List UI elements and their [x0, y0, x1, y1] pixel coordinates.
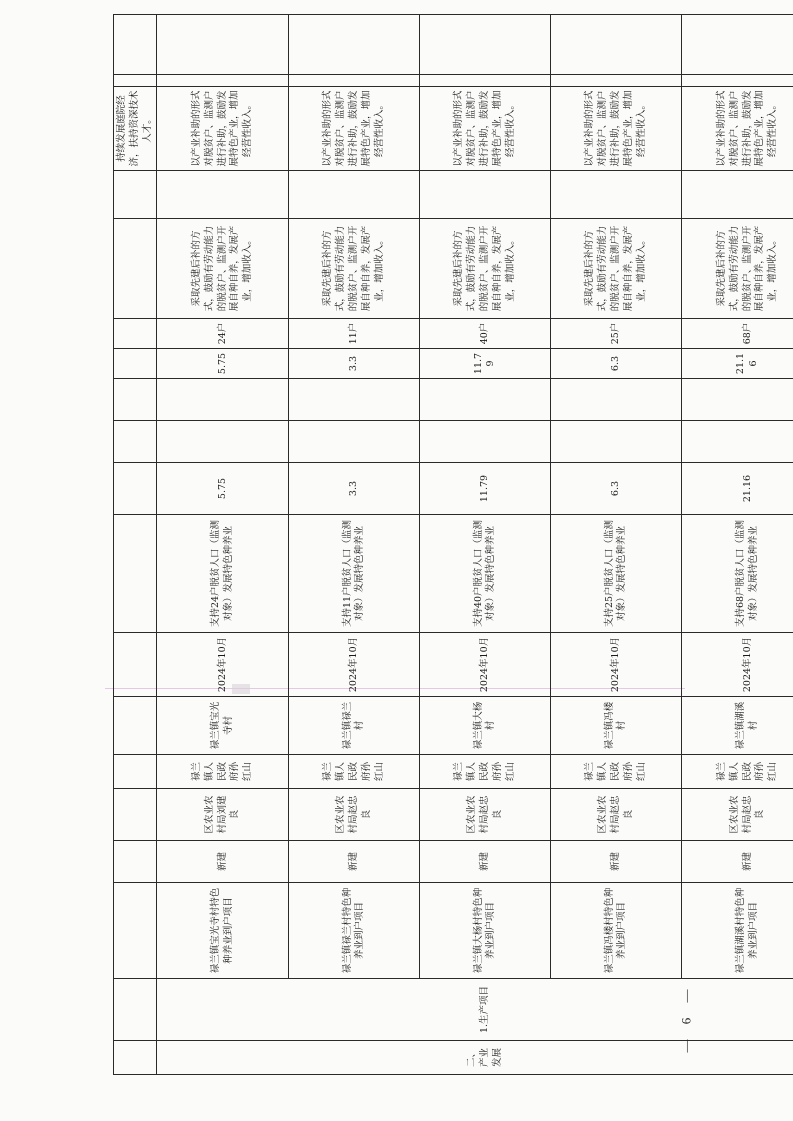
time-cell: 2024年10月 [420, 633, 551, 697]
project-type-cell: 新建 [420, 841, 551, 883]
blank-cell [682, 75, 793, 87]
category-label: 1.生产项目 [157, 979, 793, 1041]
total-fund-cell: 5.75 [157, 463, 289, 515]
blank-cell [157, 379, 289, 421]
mechanism-cell: 采取先建后补的方式，鼓励有劳动能力的脱贫户、监测户开展自种自养，发展产业，增加收入。 [682, 219, 793, 319]
blank-cell [551, 379, 682, 421]
blank-cell [682, 171, 793, 219]
content-cell: 支持11户脱贫人口（监测对象）发展特色种养业 [289, 515, 420, 633]
page-number: — 6 — [678, 983, 694, 1053]
project-name-cell: 禄兰镇禄兰村特色种养业到户项目 [289, 883, 420, 979]
table-row [420, 15, 551, 1075]
location-cell: 禄兰镇大杨村 [420, 697, 551, 755]
mechanism-cell: 采取先建后补的方式，鼓励有劳动能力的脱贫户、监测户开展自种自养，发展产业，增加收入。 [289, 219, 420, 319]
category-cell [114, 979, 157, 1041]
blank-cell [157, 421, 289, 463]
blank-cell [420, 421, 551, 463]
blank-cell [420, 379, 551, 421]
mechanism-cell: 采取先建后补的方式，鼓励有劳动能力的脱贫户、监测户开展自种自养，发展产业，增加收入。 [551, 219, 682, 319]
location-cell: 禄兰镇冯楼村 [551, 697, 682, 755]
department-cell: 区农业农村局刘建良 [157, 789, 289, 841]
time-cell: 2024年10月 [682, 633, 793, 697]
blank-cell [289, 75, 420, 87]
project-type-cell: 新建 [157, 841, 289, 883]
department-cell: 区农业农村局赵忠良 [551, 789, 682, 841]
project-table [113, 14, 793, 1075]
blank-cell [682, 379, 793, 421]
households-cell: 25户 [551, 319, 682, 349]
total-fund-cell: 11.79 [420, 463, 551, 515]
households-cell: 40户 [420, 319, 551, 349]
blank-cell [551, 15, 682, 75]
blank-cell [682, 421, 793, 463]
benefit-cell: 以产业补助的形式对脱贫户、监测户进行补助，鼓励发展特色产业，增加经营性收入。 [682, 87, 793, 171]
table-row [551, 15, 682, 1075]
fund-cell: 5.75 [157, 349, 289, 379]
blank-cell [157, 171, 289, 219]
responsible-cell: 禄兰镇人民政府孙红山 [420, 755, 551, 789]
benefit-cell: 以产业补助的形式对脱贫户、监测户进行补助，鼓励发展特色产业，增加经营性收入。 [420, 87, 551, 171]
content-cell: 支持68户脱贫人口（监测对象）发展特色种养业 [682, 515, 793, 633]
blank-cell [551, 75, 682, 87]
project-name-cell: 禄兰镇湖溪村特色种养业到户项目 [682, 883, 793, 979]
responsible-cell: 禄兰镇人民政府孙红山 [157, 755, 289, 789]
blank-cell [289, 421, 420, 463]
project-name-cell: 禄兰镇冯楼村特色种养业到户项目 [551, 883, 682, 979]
location-cell: 禄兰镇宝光寺村 [157, 697, 289, 755]
mechanism-cell: 采取先建后补的方式，鼓励有劳动能力的脱贫户、监测户开展自种自养，发展产业，增加收入。 [157, 219, 289, 319]
blank-cell [289, 15, 420, 75]
blank-cell [157, 75, 289, 87]
total-fund-cell: 21.16 [682, 463, 793, 515]
mechanism-cell: 采取先建后补的方式，鼓励有劳动能力的脱贫户、监测户开展自种自养，发展产业，增加收入。 [420, 219, 551, 319]
top-row [114, 15, 157, 1075]
section-cell [114, 1041, 157, 1075]
total-fund-cell: 3.3 [289, 463, 420, 515]
content-cell: 支持40户脱贫人口（监测对象）发展特色种养业 [420, 515, 551, 633]
project-type-cell: 新建 [551, 841, 682, 883]
fund-cell: 21.16 [682, 349, 793, 379]
blank-cell [420, 15, 551, 75]
project-type-cell: 新建 [682, 841, 793, 883]
fund-cell: 11.79 [420, 349, 551, 379]
benefit-cell: 以产业补助的形式对脱贫户、监测户进行补助，鼓励发展特色产业，增加经营性收入。 [157, 87, 289, 171]
total-fund-cell: 6.3 [551, 463, 682, 515]
department-cell: 区农业农村局赵忠良 [289, 789, 420, 841]
department-cell: 区农业农村局赵忠良 [682, 789, 793, 841]
location-cell: 禄兰镇禄兰村 [289, 697, 420, 755]
blank-cell [551, 171, 682, 219]
households-cell: 11户 [289, 319, 420, 349]
benefit-cell: 以产业补助的形式对脱贫户、监测户进行补助，鼓励发展特色产业，增加经营性收入。 [551, 87, 682, 171]
time-cell: 2024年10月 [157, 633, 289, 697]
blank-cell [551, 421, 682, 463]
blank-cell [420, 171, 551, 219]
households-cell: 24户 [157, 319, 289, 349]
content-cell: 支持24户脱贫人口（监测对象）发展特色种养业 [157, 515, 289, 633]
top-row-text: 持续发展庭院经济，扶持资深技术人才。 [114, 87, 157, 171]
table-row [157, 15, 289, 1075]
blank-cell [157, 15, 289, 75]
blank-cell [289, 379, 420, 421]
table-row [289, 15, 420, 1075]
blank-cell [289, 171, 420, 219]
households-cell: 68户 [682, 319, 793, 349]
table-row [682, 15, 793, 1075]
fund-cell: 3.3 [289, 349, 420, 379]
project-name-cell: 禄兰镇大杨村特色种养业到户项目 [420, 883, 551, 979]
blank-cell [682, 15, 793, 75]
time-cell: 2024年10月 [289, 633, 420, 697]
location-cell: 禄兰镇湖溪村 [682, 697, 793, 755]
fund-cell: 6.3 [551, 349, 682, 379]
project-name-cell: 禄兰镇宝光寺村特色种养业到户项目 [157, 883, 289, 979]
department-cell: 区农业农村局赵忠良 [420, 789, 551, 841]
blank-cell [420, 75, 551, 87]
project-type-cell: 新建 [289, 841, 420, 883]
responsible-cell: 禄兰镇人民政府孙红山 [551, 755, 682, 789]
content-cell: 支持25户脱贫人口（监测对象）发展特色种养业 [551, 515, 682, 633]
responsible-cell: 禄兰镇人民政府孙红山 [682, 755, 793, 789]
responsible-cell: 禄兰镇人民政府孙红山 [289, 755, 420, 789]
time-cell: 2024年10月 [551, 633, 682, 697]
benefit-cell: 以产业补助的形式对脱贫户、监测户进行补助，鼓励发展特色产业，增加经营性收入。 [289, 87, 420, 171]
rotated-table-wrapper [113, 35, 793, 1075]
section-label: 二、产业发展 [157, 1041, 793, 1075]
